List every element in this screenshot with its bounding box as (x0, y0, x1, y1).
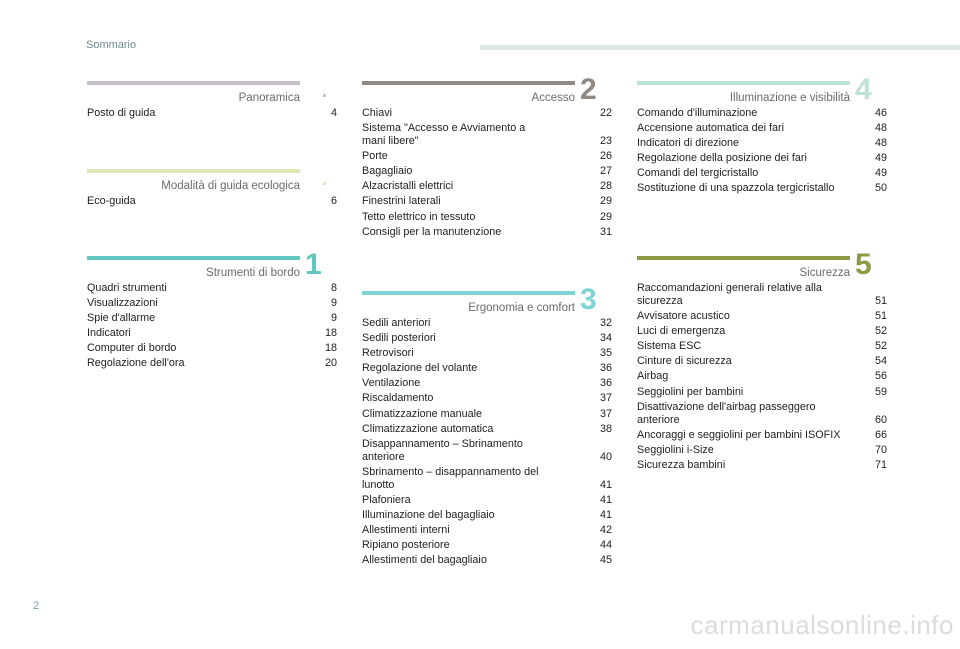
section-bar (87, 81, 300, 85)
toc-entry-title: Sedili anteriori (362, 317, 431, 329)
section-number: 1 (305, 248, 322, 281)
toc-list (637, 282, 887, 472)
section-bar (87, 256, 300, 260)
toc-entry-title: Regolazione della posizione dei fari (637, 152, 807, 165)
toc-entry-title: Spie d'allarme (87, 312, 156, 325)
toc-entry[interactable] (637, 282, 887, 308)
toc-entry[interactable] (637, 429, 887, 442)
toc-entry[interactable] (362, 317, 612, 330)
toc-entry[interactable] (87, 107, 337, 120)
section-number: 4 (855, 73, 872, 106)
toc-entry-title: Comandi del tergicristallo (637, 167, 759, 180)
toc-entry-title: Seggiolini i-Size (637, 443, 714, 456)
toc-entry-page: 18 (324, 342, 337, 355)
toc-entry-title: Disattivazione dell'airbag passeggero anteriore (637, 400, 816, 426)
toc-entry[interactable] (362, 423, 612, 436)
toc-list (87, 107, 337, 120)
toc-list (87, 282, 337, 370)
section-title: Illuminazione e visibilità (729, 92, 850, 104)
toc-entry-page: 8 (330, 282, 337, 294)
toc-entry-title: Sistema ESC (637, 340, 702, 353)
section-number: 2 (580, 73, 597, 106)
toc-entry-title: Accensione automatica dei fari (637, 122, 785, 135)
toc-entry-title: Sedili posteriori (362, 332, 436, 345)
toc-entry-page: 20 (324, 357, 337, 370)
section-title: Sicurezza (799, 267, 850, 279)
toc-entry-title: Disappannamento – Sbrinamento anteriore (362, 437, 523, 463)
toc-entry-title: Allestimenti del bagagliaio (362, 554, 487, 567)
toc-entry-page: 26 (599, 150, 612, 163)
toc-entry[interactable] (637, 340, 887, 353)
toc-entry-title: Avvisatore acustico (637, 310, 730, 323)
toc-entry-page: 36 (599, 377, 612, 390)
toc-entry-page: 56 (874, 370, 887, 383)
toc-entry-page: 9 (330, 312, 337, 325)
toc-entry-page: 51 (874, 295, 887, 307)
toc-entry[interactable] (362, 466, 612, 492)
page-number: 2 (33, 600, 40, 612)
toc-entry[interactable] (87, 195, 337, 208)
toc-entry-title: Cinture di sicurezza (637, 355, 732, 368)
toc-entry-page: 42 (599, 524, 612, 537)
toc-entry-page: 38 (599, 422, 612, 435)
toc-entry[interactable] (637, 310, 887, 323)
toc-entry[interactable] (362, 362, 612, 375)
toc-entry-page: 29 (599, 210, 612, 223)
toc-list (637, 107, 887, 195)
toc-entry-page: 71 (874, 458, 887, 471)
toc-entry-title: Indicatori (87, 327, 131, 340)
toc-entry-page: 37 (599, 407, 612, 420)
toc-entry-title: Illuminazione del bagagliaio (362, 509, 495, 522)
toc-entry-page: 44 (599, 539, 612, 552)
toc-entry-title: Regolazione del volante (362, 362, 478, 375)
toc-entry[interactable] (87, 342, 337, 355)
toc-entry[interactable] (87, 282, 337, 295)
section-marker (323, 94, 326, 97)
section-number: 5 (855, 248, 872, 281)
section-bar (637, 256, 850, 260)
toc-entry-title: Posto di guida (87, 107, 156, 119)
section-bar (87, 169, 300, 173)
section-sicurezza (637, 248, 887, 474)
toc-entry-page: 23 (599, 135, 612, 148)
toc-entry-page: 6 (330, 195, 337, 207)
toc-entry-title: Luci di emergenza (637, 325, 726, 338)
toc-entry-title: Finestrini laterali (362, 195, 441, 208)
toc-entry-title: Tetto elettrico in tessuto (362, 210, 476, 223)
header-bar (480, 45, 960, 50)
toc-entry[interactable] (637, 370, 887, 383)
header-title: Sommario (86, 39, 137, 51)
section-title: Accesso (531, 92, 575, 104)
section-strumenti-di-bordo (87, 248, 337, 373)
toc-list (362, 317, 612, 567)
toc-entry-page: 40 (599, 450, 612, 463)
toc-entry-title: Sostituzione di una spazzola tergicristallo (637, 182, 835, 195)
toc-entry[interactable] (637, 107, 887, 120)
toc-entry[interactable] (362, 438, 612, 464)
toc-entry[interactable] (362, 554, 612, 567)
toc-entry-title: Sicurezza bambini (637, 458, 726, 471)
toc-entry-title: Ripiano posteriore (362, 539, 450, 552)
toc-entry[interactable] (362, 392, 612, 405)
toc-entry[interactable] (362, 377, 612, 390)
toc-entry[interactable] (362, 195, 612, 208)
toc-entry[interactable] (87, 327, 337, 340)
toc-entry[interactable] (362, 226, 612, 239)
toc-entry-title: Chiavi (362, 107, 393, 119)
toc-entry-page: 66 (874, 428, 887, 441)
toc-entry[interactable] (637, 182, 887, 195)
toc-entry[interactable] (362, 509, 612, 522)
toc-entry-title: Climatizzazione automatica (362, 422, 494, 435)
toc-entry[interactable] (87, 312, 337, 325)
toc-entry-page: 36 (599, 362, 612, 375)
section-marker (323, 182, 326, 185)
toc-entry-page: 9 (330, 297, 337, 310)
toc-entry-title: Visualizzazioni (87, 297, 158, 310)
toc-entry-page: 32 (599, 317, 612, 329)
watermark: carmanualsonline.info (690, 610, 954, 640)
toc-list (87, 195, 337, 208)
section-title: Panoramica (238, 92, 300, 104)
toc-entry-title: Airbag (637, 370, 669, 383)
toc-entry[interactable] (362, 494, 612, 507)
toc-entry-title: Seggiolini per bambini (637, 385, 744, 398)
toc-entry-title: Ventilazione (362, 377, 421, 390)
toc-entry[interactable] (637, 122, 887, 135)
toc-entry-page: 34 (599, 332, 612, 345)
toc-entry[interactable] (362, 539, 612, 552)
toc-entry-page: 59 (874, 385, 887, 398)
toc-entry-title: Consigli per la manutenzione (362, 225, 502, 238)
toc-entry-page: 45 (599, 554, 612, 567)
toc-entry-page: 52 (874, 340, 887, 353)
section-number: 3 (580, 283, 597, 316)
toc-entry[interactable] (637, 167, 887, 180)
section-title: Modalità di guida ecologica (161, 180, 300, 192)
section-title: Ergonomia e comfort (468, 302, 575, 314)
toc-entry-page: 28 (599, 180, 612, 193)
toc-entry-page: 46 (874, 107, 887, 119)
section-accesso (362, 73, 612, 241)
toc-entry-title: Raccomandazioni generali relative alla sicurezza (637, 282, 822, 307)
toc-entry[interactable] (362, 332, 612, 345)
toc-entry[interactable] (362, 122, 612, 148)
toc-entry[interactable] (637, 152, 887, 165)
toc-entry-page: 50 (874, 182, 887, 195)
toc-entry-title: Porte (362, 150, 388, 163)
toc-entry-title: Bagagliaio (362, 165, 413, 178)
toc-entry-title: Sistema "Accesso e Avviamento a mani libere" (362, 122, 526, 148)
toc-entry-page: 22 (599, 107, 612, 119)
section-illuminazione-e-visibilita (637, 73, 887, 198)
section-title: Strumenti di bordo (206, 267, 300, 279)
toc-entry-title: Ancoraggi e seggiolini per bambini ISOFIX (637, 428, 841, 441)
toc-entry[interactable] (362, 211, 612, 224)
toc-entry[interactable] (637, 459, 887, 472)
toc-entry[interactable] (362, 524, 612, 537)
toc-entry-title: Indicatori di direzione (637, 137, 740, 150)
toc-list (362, 107, 612, 239)
toc-entry[interactable] (637, 325, 887, 338)
toc-entry-page: 29 (599, 195, 612, 208)
toc-entry-page: 27 (599, 165, 612, 178)
toc-entry-page: 41 (599, 478, 612, 491)
section-modalita-guida-ecologica (87, 169, 337, 210)
toc-entry-page: 49 (874, 152, 887, 165)
toc-entry-title: Eco-guida (87, 195, 136, 207)
section-bar (637, 81, 850, 85)
section-bar (362, 291, 575, 295)
toc-entry-page: 18 (324, 327, 337, 340)
section-bar (362, 81, 575, 85)
toc-entry-page: 41 (599, 493, 612, 506)
toc-entry-title: Computer di bordo (87, 342, 177, 355)
toc-entry-page: 54 (874, 355, 887, 368)
section-ergonomia-e-comfort (362, 283, 612, 569)
toc-entry-page: 52 (874, 325, 887, 338)
toc-entry-title: Climatizzazione manuale (362, 407, 483, 420)
toc-entry-page: 48 (874, 122, 887, 135)
toc-entry-page: 70 (874, 443, 887, 456)
toc-entry-title: Allestimenti interni (362, 524, 450, 537)
toc-entry-page: 48 (874, 137, 887, 150)
toc-entry-title: Plafoniera (362, 493, 411, 506)
toc-entry[interactable] (637, 386, 887, 399)
toc-entry[interactable] (637, 401, 887, 427)
toc-entry[interactable] (637, 137, 887, 150)
toc-entry[interactable] (637, 444, 887, 457)
toc-entry-page: 51 (874, 310, 887, 323)
toc-entry-title: Riscaldamento (362, 392, 434, 405)
toc-entry-page: 37 (599, 392, 612, 405)
toc-entry[interactable] (87, 297, 337, 310)
toc-entry-title: Comando d'illuminazione (637, 107, 758, 119)
toc-entry-page: 4 (330, 107, 337, 119)
toc-entry[interactable] (362, 150, 612, 163)
section-panoramica (87, 81, 337, 122)
toc-entry[interactable] (362, 107, 612, 120)
toc-entry[interactable] (362, 347, 612, 360)
toc-entry[interactable] (362, 180, 612, 193)
toc-entry[interactable] (362, 165, 612, 178)
toc-entry-title: Retrovisori (362, 347, 414, 360)
toc-entry-page: 35 (599, 347, 612, 360)
toc-entry-title: Regolazione dell'ora (87, 357, 185, 370)
toc-entry-title: Alzacristalli elettrici (362, 180, 454, 193)
toc-entry[interactable] (362, 408, 612, 421)
toc-entry-title: Quadri strumenti (87, 282, 167, 294)
toc-entry-title: Sbrinamento – disappannamento del lunotto (362, 465, 539, 491)
toc-entry-page: 49 (874, 167, 887, 180)
toc-entry[interactable] (637, 355, 887, 368)
toc-entry-page: 31 (599, 225, 612, 238)
toc-entry-page: 41 (599, 509, 612, 522)
toc-entry[interactable] (87, 357, 337, 370)
toc-entry-page: 60 (874, 413, 887, 426)
